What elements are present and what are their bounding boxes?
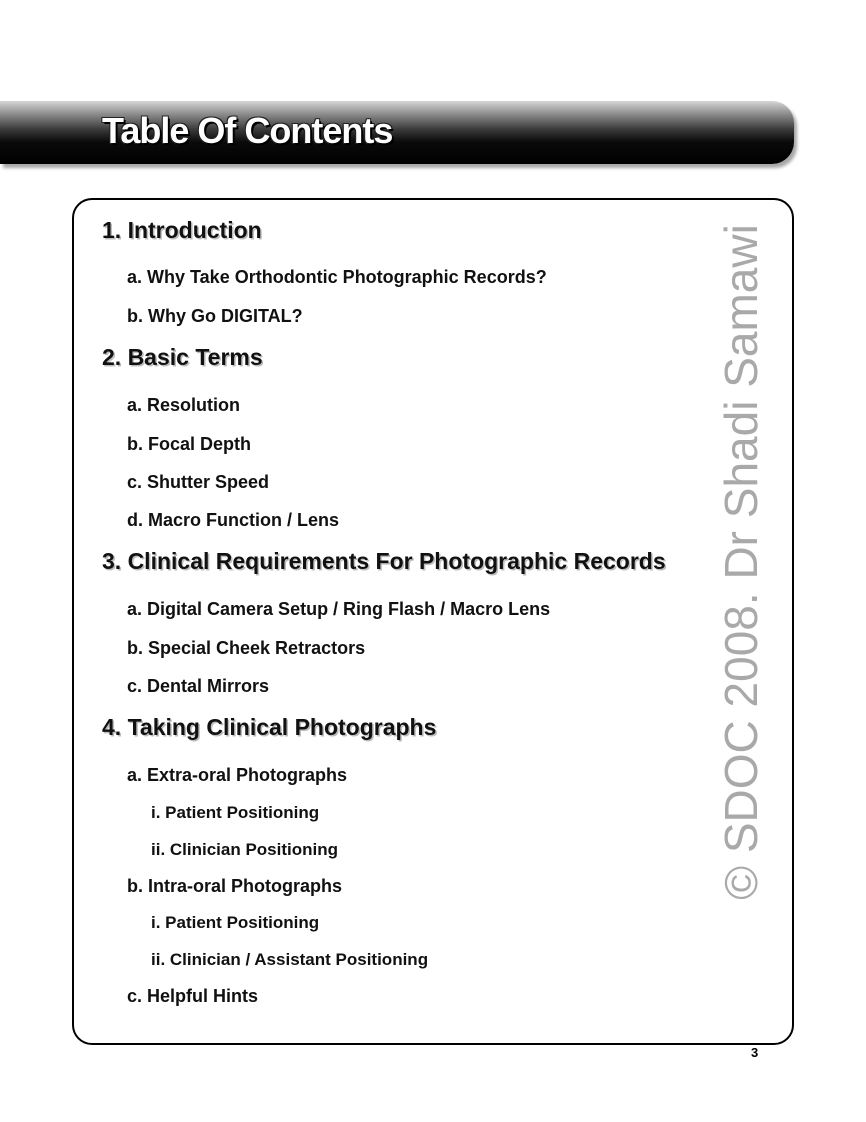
toc-section-introduction[interactable]: 1. Introduction: [102, 217, 262, 243]
toc-item-helpful-hints[interactable]: c. Helpful Hints: [127, 986, 259, 1006]
toc-item-extra-patient-positioning[interactable]: i. Patient Positioning: [151, 803, 320, 822]
toc-section-taking-photographs[interactable]: 4. Taking Clinical Photographs: [102, 714, 437, 740]
toc-item-dental-mirrors[interactable]: c. Dental Mirrors: [127, 676, 270, 696]
toc-section-basic-terms[interactable]: 2. Basic Terms: [102, 344, 263, 370]
toc-item-intra-oral[interactable]: b. Intra-oral Photographs: [127, 876, 343, 896]
toc-item-extra-oral[interactable]: a. Extra-oral Photographs: [127, 765, 348, 785]
toc-item-cheek-retractors[interactable]: b. Special Cheek Retractors: [127, 638, 366, 658]
header-banner: [0, 101, 794, 164]
toc-item-why-take-records[interactable]: a. Why Take Orthodontic Photographic Records?: [127, 267, 547, 287]
toc-item-intra-clinician-positioning[interactable]: ii. Clinician / Assistant Positioning: [151, 950, 429, 969]
toc-item-why-digital[interactable]: b. Why Go DIGITAL?: [127, 306, 303, 326]
toc-item-macro-function[interactable]: d. Macro Function / Lens: [127, 510, 340, 530]
toc-item-shutter-speed[interactable]: c. Shutter Speed: [127, 472, 270, 492]
toc-item-resolution[interactable]: a. Resolution: [127, 395, 241, 415]
toc-section-clinical-requirements[interactable]: 3. Clinical Requirements For Photographic Records: [102, 548, 666, 574]
copyright-watermark: © SDOC 2008. Dr Shadi Samawi: [715, 224, 767, 900]
toc-item-intra-patient-positioning[interactable]: i. Patient Positioning: [151, 913, 320, 932]
toc-item-extra-clinician-positioning[interactable]: ii. Clinician Positioning: [151, 840, 339, 859]
toc-item-focal-depth[interactable]: b. Focal Depth: [127, 434, 252, 454]
page-title: Table Of Contents: [102, 110, 393, 151]
toc-item-camera-setup[interactable]: a. Digital Camera Setup / Ring Flash / Macro Lens: [127, 599, 551, 619]
page-number: 3: [751, 1045, 759, 1060]
